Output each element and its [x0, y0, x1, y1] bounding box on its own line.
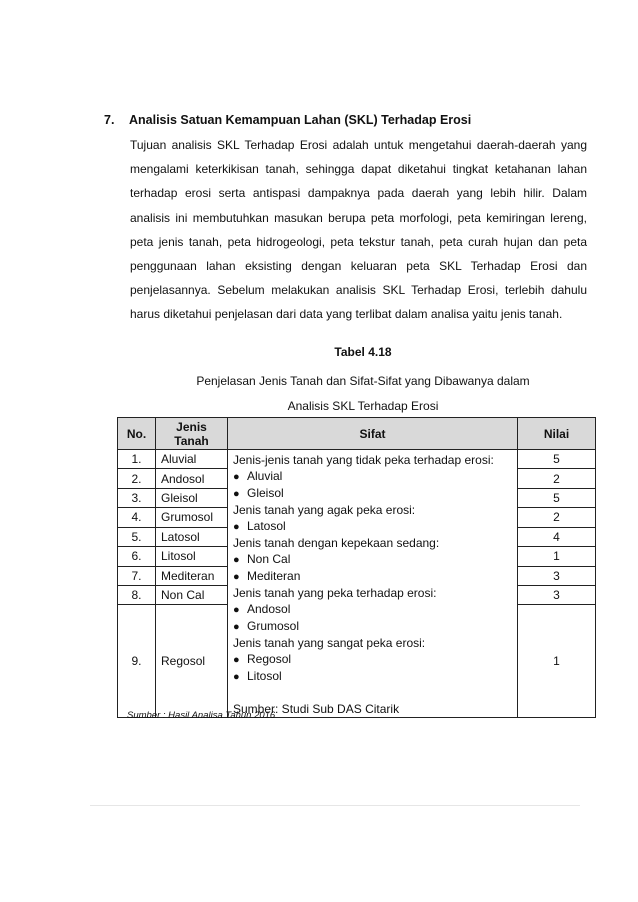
sifat-item: ● Litosol [233, 669, 282, 683]
header-no: No. [118, 418, 156, 450]
row-no: 9. [118, 605, 156, 718]
row-no: 4. [118, 508, 156, 527]
row-nilai: 1 [518, 547, 596, 566]
sifat-item: ● Grumosol [233, 619, 300, 633]
row-no: 1. [118, 450, 156, 469]
bullet-icon: ● [233, 471, 240, 483]
row-no: 2. [118, 469, 156, 488]
table-caption: Penjelasan Jenis Tanah dan Sifat-Sifat yang Dibawanya dalam Analisis SKL Terhadap Erosi [196, 374, 530, 413]
sifat-item: ● Andosol [233, 602, 291, 616]
row-no: 5. [118, 527, 156, 546]
row-no: 6. [118, 547, 156, 566]
sifat-source: Sumber: Studi Sub DAS Citarik [233, 702, 400, 716]
row-jenis: Non Cal [156, 585, 228, 604]
sifat-group-label: Jenis tanah yang agak peka erosi: [233, 503, 416, 517]
sifat-item: ● Non Cal [233, 552, 291, 566]
row-jenis: Litosol [156, 547, 228, 566]
sifat-item: ● Mediteran [233, 569, 301, 583]
bullet-icon: ● [233, 521, 240, 533]
soil-type-table [117, 417, 596, 718]
row-nilai: 5 [518, 450, 596, 469]
bullet-icon: ● [233, 654, 240, 666]
sifat-item: ● Gleisol [233, 486, 284, 500]
sifat-cell [228, 450, 518, 718]
section-heading [104, 112, 574, 128]
table-header-row [118, 418, 596, 450]
body-paragraph: Tujuan analisis SKL Terhadap Erosi adalah untuk mengetahui daerah-daerah yang mengalami keterkikisan tanah, sehingga dapat diketahui tingkat ketahanan lahan terhadap erosi serta antispasi dampaknya pada daerah yang lebih hilir. Dalam analisis ini membutuhkan masukan berupa peta morfologi, peta kemiringan lereng, peta jenis tanah, peta hidrogeologi, peta tekstur tanah, peta curah hujan dan peta penggunaan lahan eksisting dengan keluaran peta SKL Terhadap Erosi dan penjelasannya. Sebelum melakukan analisis SKL Terhadap Erosi, terlebih dahulu harus diketahui penjelasan dari data yang terlibat dalam analisa yaitu jenis tanah. [130, 138, 587, 322]
row-jenis: Gleisol [156, 488, 228, 507]
header-sifat: Sifat [228, 418, 518, 450]
table-row [118, 450, 596, 469]
bullet-icon: ● [233, 621, 240, 633]
row-no: 3. [118, 488, 156, 507]
row-no: 8. [118, 585, 156, 604]
table-source-note: Sumber : Hasil Analisa Tahun 2016 [127, 710, 276, 721]
row-nilai: 2 [518, 469, 596, 488]
header-nilai: Nilai [518, 418, 596, 450]
row-jenis: Grumosol [156, 508, 228, 527]
table-title: Tabel 4.18 [334, 345, 392, 359]
bullet-icon: ● [233, 604, 240, 616]
row-jenis: Aluvial [156, 450, 228, 469]
row-nilai: 3 [518, 585, 596, 604]
row-jenis: Mediteran [156, 566, 228, 585]
sifat-item: ● Regosol [233, 652, 292, 666]
row-nilai: 3 [518, 566, 596, 585]
row-nilai: 5 [518, 488, 596, 507]
sifat-item: ● Latosol [233, 519, 286, 533]
bullet-icon: ● [233, 571, 240, 583]
sifat-group-label: Jenis tanah yang sangat peka erosi: [233, 636, 426, 650]
row-nilai: 4 [518, 527, 596, 546]
row-jenis: Andosol [156, 469, 228, 488]
sifat-group-label: Jenis tanah dengan kepekaan sedang: [233, 536, 440, 550]
row-no: 7. [118, 566, 156, 585]
bullet-icon: ● [233, 554, 240, 566]
sifat-group-label: Jenis tanah yang peka terhadap erosi: [233, 586, 437, 600]
header-jenis-tanah: Jenis Tanah [156, 418, 228, 450]
row-nilai: 2 [518, 508, 596, 527]
bullet-icon: ● [233, 671, 240, 683]
footer-divider [90, 805, 580, 806]
bullet-icon: ● [233, 488, 240, 500]
row-jenis: Latosol [156, 527, 228, 546]
sifat-group-label: Jenis-jenis tanah yang tidak peka terhadap erosi: [233, 453, 494, 467]
section-number: 7. [104, 113, 115, 127]
row-nilai: 1 [518, 605, 596, 718]
sifat-item: ● Aluvial [233, 469, 283, 483]
row-jenis: Regosol [156, 605, 228, 718]
section-title: Analisis Satuan Kemampuan Lahan (SKL) Terhadap Erosi [129, 113, 472, 127]
